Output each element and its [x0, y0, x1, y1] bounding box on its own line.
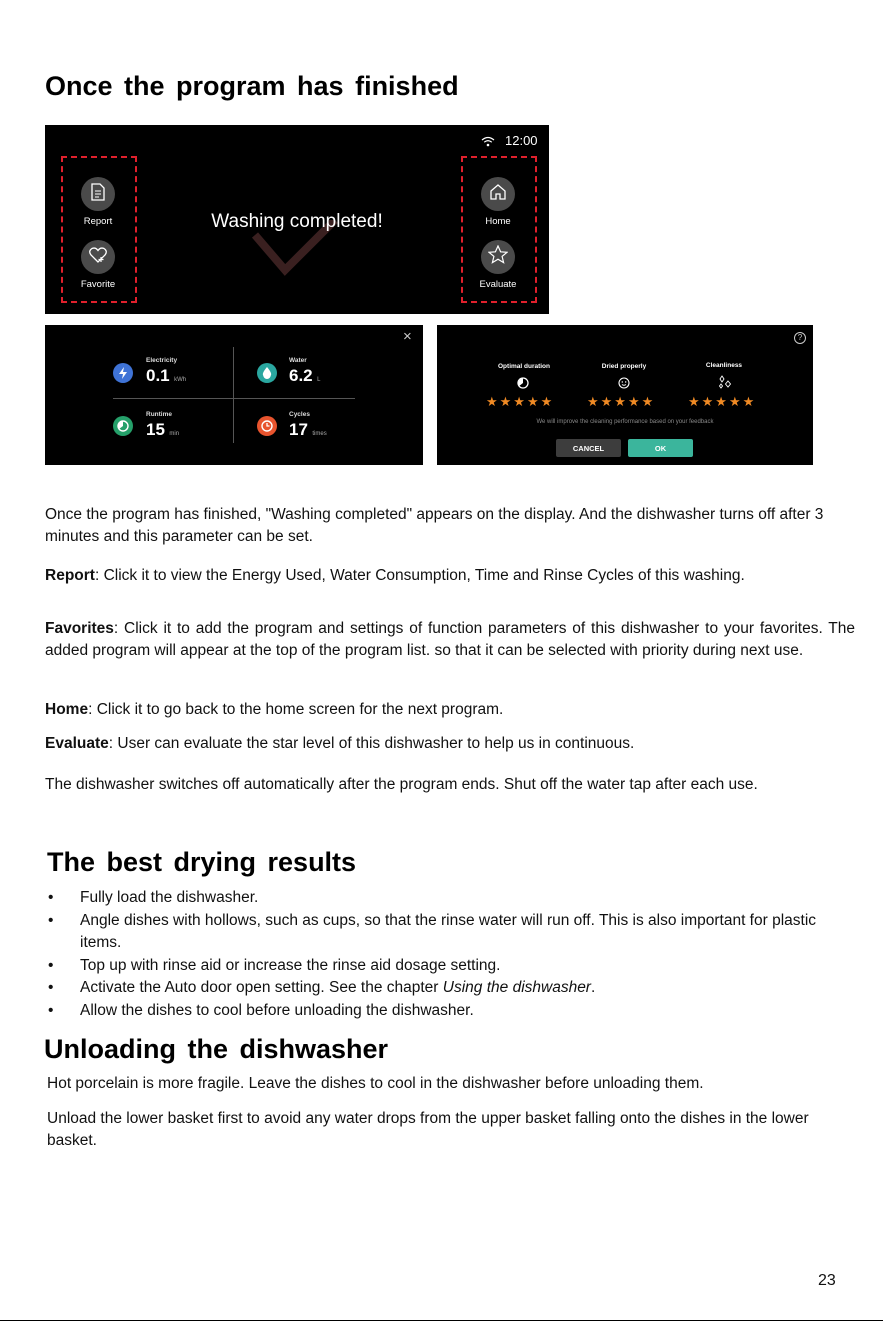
- list-item: • Top up with rinse aid or increase the rinse aid dosage setting.: [45, 955, 850, 978]
- favorites-paragraph: Favorites: Click it to add the program and settings of function parameters of this dishwasher to your favorites. The added program will appear at the top of the program list. so that it can be selected with priority during next use.: [45, 620, 855, 659]
- unloading-paragraph-2: Unload the lower basket first to avoid any water drops from the upper basket falling onto the dishes in the lower basket.: [47, 1110, 809, 1149]
- close-icon[interactable]: ×: [403, 328, 412, 345]
- list-item: • Angle dishes with hollows, such as cups, so that the rinse water will run off. This is also important for plastic items.: [45, 910, 850, 955]
- switch-off-paragraph: The dishwasher switches off automatically after the program ends. Shut off the water tap after each use.: [45, 776, 758, 793]
- report-screen: [45, 325, 423, 465]
- heading-unloading: Unloading the dishwasher: [44, 1034, 389, 1064]
- heading-best-drying: The best drying results: [47, 847, 357, 877]
- favorite-button[interactable]: [81, 240, 115, 274]
- runtime-value: 15 min: [146, 420, 180, 439]
- drying-tips-list: [45, 887, 850, 1022]
- timer-icon: [113, 416, 133, 436]
- runtime-label: Runtime: [146, 411, 172, 418]
- evaluate-screen: [437, 325, 813, 465]
- dried-properly-stars[interactable]: ★★★★★: [587, 394, 656, 409]
- intro-paragraph: Once the program has finished, "Washing completed" appears on the display. And the dishwasher turns off after 3 minutes and this parameter can be set.: [45, 506, 824, 545]
- feedback-note: We will improve the cleaning performance based on your feedback: [536, 419, 714, 425]
- home-paragraph: Home: Click it to go back to the home screen for the next program.: [45, 701, 504, 718]
- report-label: Report: [83, 216, 113, 227]
- dried-properly-label: Dried properly: [601, 363, 647, 370]
- horizontal-divider: [113, 398, 355, 399]
- optimal-duration-stars[interactable]: ★★★★★: [486, 394, 555, 409]
- help-icon[interactable]: ?: [794, 332, 806, 344]
- cycles-label: Cycles: [289, 411, 310, 418]
- water-value: 6.2 L: [289, 366, 321, 385]
- home-button[interactable]: [481, 177, 515, 211]
- droplet-icon: [257, 363, 277, 383]
- home-icon: [489, 183, 507, 206]
- clock-time: 12:00: [505, 133, 538, 148]
- smile-icon: [618, 376, 630, 394]
- document-icon: [90, 183, 106, 206]
- washing-completed-text: Washing completed!: [211, 211, 383, 232]
- sparkle-icon: [718, 375, 732, 394]
- water-label: Water: [289, 357, 307, 364]
- heading-program-finished: Once the program has finished: [45, 71, 459, 101]
- list-item: • Allow the dishes to cool before unloading the dishwasher.: [45, 1000, 850, 1023]
- cleanliness-stars[interactable]: ★★★★★: [688, 394, 757, 409]
- electricity-label: Electricity: [146, 357, 178, 364]
- evaluate-label: Evaluate: [479, 279, 517, 290]
- evaluate-paragraph: Evaluate: User can evaluate the star level of this dishwasher to help us in continuous.: [45, 735, 635, 752]
- lightning-icon: [113, 363, 133, 383]
- ok-button[interactable]: OK: [628, 439, 693, 457]
- home-label: Home: [485, 216, 511, 227]
- electricity-value: 0.1 kWh: [146, 366, 187, 385]
- timer-icon: [517, 376, 529, 394]
- heart-plus-icon: [89, 247, 107, 268]
- optimal-duration-label: Optimal duration: [498, 363, 550, 370]
- favorite-label: Favorite: [80, 279, 116, 290]
- cleanliness-label: Cleanliness: [705, 362, 743, 369]
- washing-completed-screen: [45, 125, 549, 314]
- unloading-paragraph-1: Hot porcelain is more fragile. Leave the dishes to cool in the dishwasher before unloading them.: [47, 1075, 704, 1092]
- evaluate-button[interactable]: [481, 240, 515, 274]
- list-item: • Fully load the dishwasher.: [45, 887, 850, 910]
- cancel-button[interactable]: CANCEL: [556, 439, 621, 457]
- cycle-icon: [257, 416, 277, 436]
- report-button[interactable]: [81, 177, 115, 211]
- star-icon: [488, 245, 508, 269]
- wifi-icon: [481, 134, 495, 152]
- report-paragraph: Report: Click it to view the Energy Used, Water Consumption, Time and Rinse Cycles of this washing.: [45, 567, 745, 584]
- vertical-divider: [233, 347, 234, 443]
- page-number: 23: [818, 1272, 836, 1289]
- footer-rule: [0, 1320, 883, 1321]
- list-item: • Activate the Auto door open setting. See the chapter Using the dishwasher.: [45, 977, 850, 1000]
- cycles-value: 17 times: [289, 420, 327, 439]
